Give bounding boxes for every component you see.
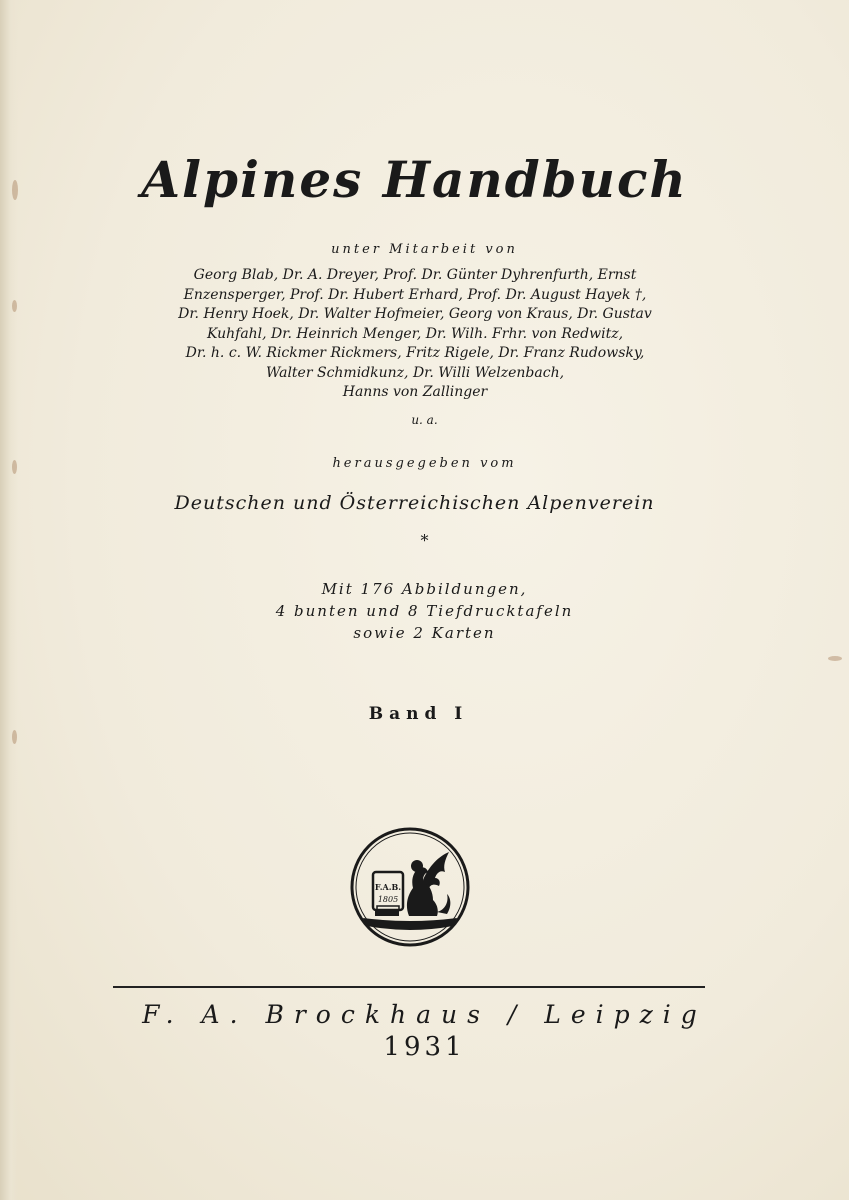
publisher-imprint: F. A. Brockhaus / Leipzig <box>142 1000 707 1029</box>
association-name: Deutschen und Österreichischen Alpenverein <box>174 492 655 514</box>
contributors-line: Georg Blab, Dr. A. Dreyer, Prof. Dr. Günter Dyhrenfurth, Ernst <box>193 267 637 283</box>
and-others-note: u. a. <box>411 413 438 427</box>
illustrations-line: Mit 176 Abbildungen, <box>321 580 528 598</box>
illustrations-line: 4 bunten und 8 Tiefdrucktafeln <box>275 602 574 620</box>
asterisk-ornament: * <box>420 531 429 550</box>
publisher-emblem <box>349 826 471 948</box>
published-by-note: herausgegeben vom <box>332 456 517 471</box>
contributors-line: Hanns von Zallinger <box>342 384 488 400</box>
foxing-stain <box>828 656 842 661</box>
foxing-stain <box>12 300 17 312</box>
contributors-line: Dr. Henry Hoek, Dr. Walter Hofmeier, Georg von Kraus, Dr. Gustav <box>178 306 652 322</box>
illustrations-note <box>0 578 849 644</box>
horizontal-rule <box>113 986 705 988</box>
emblem-year: 1805 <box>377 895 399 904</box>
illustrations-line: sowie 2 Karten <box>353 624 496 642</box>
publication-year: 1931 <box>383 1032 466 1062</box>
emblem-monogram: F.A.B. <box>374 882 402 892</box>
contributors-line: Enzensperger, Prof. Dr. Hubert Erhard, Prof. Dr. August Hayek †, <box>183 286 647 303</box>
foxing-stain <box>12 730 17 744</box>
contributors-list <box>150 266 680 403</box>
volume-label: Band I <box>368 704 469 724</box>
contributors-line: Dr. h. c. W. Rickmer Rickmers, Fritz Rigele, Dr. Franz Rudowsky, <box>185 345 645 361</box>
collaboration-note: unter Mitarbeit von <box>331 242 518 257</box>
contributors-line: Walter Schmidkunz, Dr. Willi Welzenbach, <box>265 364 565 381</box>
contributors-line: Kuhfahl, Dr. Heinrich Menger, Dr. Wilh. Frhr. von Redwitz, <box>206 325 624 342</box>
book-title: Alpines Handbuch <box>141 150 688 209</box>
